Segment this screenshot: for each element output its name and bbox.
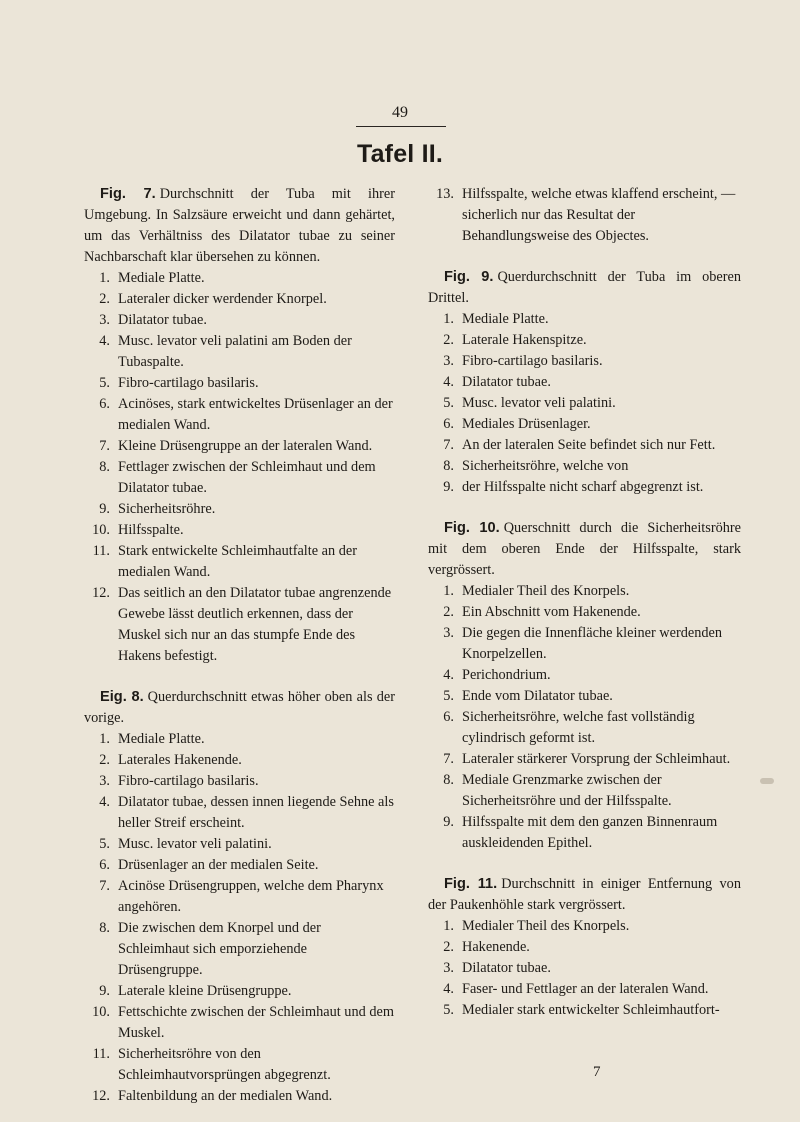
legend-item-number: 9. <box>443 814 454 830</box>
legend-item-text: Medialer stark entwickelter Schleimhautfort- <box>462 1002 720 1018</box>
legend-item <box>84 1044 395 1086</box>
legend-item <box>428 372 741 393</box>
legend-item <box>84 541 395 583</box>
legend-item-number: 11. <box>92 1046 110 1062</box>
legend-item-number: 7. <box>443 437 454 453</box>
legend-item-number: 2. <box>443 939 454 955</box>
legend-list <box>84 729 395 1107</box>
legend-item-text: Mediale Grenzmarke zwischen der Sicherheitsröhre und der Hilfsspalte. <box>462 772 672 809</box>
legend-item-text: Mediale Platte. <box>462 311 549 327</box>
legend-item <box>428 916 741 937</box>
plate-title: Tafel II. <box>356 140 444 168</box>
legend-item <box>428 749 741 770</box>
legend-item <box>84 855 395 876</box>
legend-item <box>84 876 395 918</box>
legend-item-number: 3. <box>99 312 110 328</box>
legend-item-text: Kleine Drüsengruppe an der lateralen Wand. <box>118 438 373 454</box>
figure-heading: Durchschnitt in einiger Entfernung von der Paukenhöhle stark vergrössert. <box>428 876 741 913</box>
legend-item-number: 1. <box>99 731 110 747</box>
figure-heading: Durchschnitt der Tuba mit ihrer Umgebung. In Salzsäure erweicht und dann gehärtet, um das Verhältniss des Dilatator tubae zu seiner Nachbarschaft klar übersehen zu können. <box>84 186 395 265</box>
legend-item-number: 8. <box>99 459 110 475</box>
legend-item-number: 2. <box>99 752 110 768</box>
legend-item-text: Lateraler dicker werdender Knorpel. <box>118 291 327 307</box>
legend-item-text: Die gegen die Innenfläche kleiner werdenden Knorpelzellen. <box>462 625 722 662</box>
left-column <box>84 184 395 1107</box>
legend-item-number: 1. <box>443 918 454 934</box>
legend-item-text: Perichondrium. <box>462 667 551 683</box>
legend-item <box>84 436 395 457</box>
legend-item <box>428 707 741 749</box>
legend-item-number: 1. <box>443 311 454 327</box>
signature-mark: 7 <box>593 1064 601 1080</box>
legend-list <box>428 309 741 498</box>
legend-item-text: Sicherheitsröhre, welche von <box>462 458 629 474</box>
legend-item-number: 6. <box>99 857 110 873</box>
legend-item-number: 8. <box>443 772 454 788</box>
legend-item-text: Fibro-cartilago basilaris. <box>118 773 259 789</box>
legend-item-text: Musc. levator veli palatini. <box>462 395 616 411</box>
legend-item-text: Dilatator tubae. <box>462 960 551 976</box>
legend-item-text: der Hilfsspalte nicht scharf abgegrenzt ist. <box>462 479 704 495</box>
legend-item-text: Medialer Theil des Knorpels. <box>462 918 630 934</box>
legend-item-number: 7. <box>99 878 110 894</box>
figure-label: Eig. 8. <box>100 689 144 705</box>
legend-item-text: Faser- und Fettlager an der lateralen Wand. <box>462 981 709 997</box>
legend-item-number: 9. <box>443 479 454 495</box>
legend-item-number: 2. <box>99 291 110 307</box>
legend-item <box>428 979 741 1000</box>
legend-item <box>84 1002 395 1044</box>
legend-item-text: Ende vom Dilatator tubae. <box>462 688 613 704</box>
legend-item-text: Drüsenlager an der medialen Seite. <box>118 857 319 873</box>
legend-item-number: 8. <box>99 920 110 936</box>
figure-section <box>84 184 395 667</box>
legend-item <box>84 729 395 750</box>
legend-item-number: 8. <box>443 458 454 474</box>
figure-section <box>84 687 395 1107</box>
legend-item <box>428 812 741 854</box>
legend-item <box>428 770 741 812</box>
legend-item-number: 4. <box>99 333 110 349</box>
legend-item <box>84 771 395 792</box>
legend-item <box>84 792 395 834</box>
legend-item-number: 4. <box>99 794 110 810</box>
legend-item-text: Fibro-cartilago basilaris. <box>462 353 603 369</box>
legend-item-number: 4. <box>443 981 454 997</box>
figure-label: Fig. 7. <box>100 186 156 202</box>
legend-item-number: 4. <box>443 667 454 683</box>
page-number-rule <box>356 126 446 127</box>
legend-item <box>84 583 395 667</box>
page-number: 49 <box>392 104 408 121</box>
legend-item-text: Sicherheitsröhre von den Schleimhautvorsprüngen abgegrenzt. <box>118 1046 331 1083</box>
legend-item-number: 5. <box>443 688 454 704</box>
legend-item <box>84 918 395 981</box>
legend-item <box>428 602 741 623</box>
legend-item-text: Hilfsspalte, welche etwas klaffend erscheint, — sicherlich nur das Resultat der Behandlungsweise des Objectes. <box>462 186 736 244</box>
legend-item-number: 12. <box>92 1088 110 1104</box>
legend-item <box>84 750 395 771</box>
legend-item-text: An der lateralen Seite befindet sich nur Fett. <box>462 437 716 453</box>
legend-item-text: Fibro-cartilago basilaris. <box>118 375 259 391</box>
legend-item <box>428 623 741 665</box>
legend-list <box>84 268 395 667</box>
legend-list <box>428 581 741 854</box>
legend-item-text: Laterales Hakenende. <box>118 752 242 768</box>
legend-item-text: Die zwischen dem Knorpel und der Schleimhaut sich emporziehende Drüsengruppe. <box>118 920 321 978</box>
figure-section <box>428 267 741 498</box>
legend-item-text: Musc. levator veli palatini. <box>118 836 272 852</box>
legend-item-number: 10. <box>92 1004 110 1020</box>
figure-label: Fig. 9. <box>444 269 494 285</box>
figure-heading: Querdurchschnitt der Tuba im oberen Drittel. <box>428 269 741 306</box>
legend-item-number: 9. <box>99 983 110 999</box>
legend-item <box>84 520 395 541</box>
legend-item-number: 3. <box>99 773 110 789</box>
legend-item-number: 7. <box>443 751 454 767</box>
legend-item-number: 6. <box>443 416 454 432</box>
figure-caption <box>428 267 741 309</box>
legend-item <box>428 686 741 707</box>
legend-item-number: 10. <box>92 522 110 538</box>
legend-item <box>84 289 395 310</box>
legend-item-number: 13. <box>436 186 454 202</box>
legend-item-number: 5. <box>99 836 110 852</box>
legend-item <box>428 184 741 247</box>
legend-item <box>428 665 741 686</box>
figure-section <box>428 518 741 854</box>
legend-item <box>84 457 395 499</box>
legend-item-text: Sicherheitsröhre, welche fast vollständig cylindrisch geformt ist. <box>462 709 695 746</box>
legend-item-number: 3. <box>443 960 454 976</box>
legend-item <box>84 268 395 289</box>
legend-item <box>84 834 395 855</box>
legend-item-number: 12. <box>92 585 110 601</box>
legend-item-number: 11. <box>92 543 110 559</box>
legend-item-number: 3. <box>443 625 454 641</box>
legend-item <box>84 981 395 1002</box>
legend-item <box>428 456 741 477</box>
legend-item-text: Fettlager zwischen der Schleimhaut und dem Dilatator tubae. <box>118 459 376 496</box>
legend-item <box>428 330 741 351</box>
legend-item-number: 2. <box>443 604 454 620</box>
legend-item-text: Hilfsspalte mit dem den ganzen Binnenraum auskleidenden Epithel. <box>462 814 718 851</box>
legend-item-text: Dilatator tubae. <box>118 312 207 328</box>
legend-item <box>84 394 395 436</box>
legend-item-text: Ein Abschnitt vom Hakenende. <box>462 604 641 620</box>
legend-item-text: Dilatator tubae. <box>462 374 551 390</box>
legend-item <box>428 351 741 372</box>
legend-item-text: Fettschichte zwischen der Schleimhaut und dem Muskel. <box>118 1004 394 1041</box>
figure-caption <box>428 874 741 916</box>
legend-item <box>428 309 741 330</box>
legend-item-number: 5. <box>443 1002 454 1018</box>
legend-item-text: Hilfsspalte. <box>118 522 184 538</box>
legend-item-text: Musc. levator veli palatini am Boden der Tubaspalte. <box>118 333 352 370</box>
legend-item <box>428 393 741 414</box>
figure-label: Fig. 11. <box>444 876 498 892</box>
legend-list <box>428 184 741 247</box>
legend-item-number: 9. <box>99 501 110 517</box>
right-column <box>428 184 741 1021</box>
legend-item <box>428 477 741 498</box>
legend-item-text: Dilatator tubae, dessen innen liegende Sehne als heller Streif erscheint. <box>118 794 394 831</box>
figure-section <box>428 874 741 1021</box>
legend-item-number: 6. <box>99 396 110 412</box>
legend-item-number: 2. <box>443 332 454 348</box>
legend-item-text: Mediale Platte. <box>118 270 205 286</box>
legend-item-text: Laterale Hakenspitze. <box>462 332 587 348</box>
legend-item-text: Acinöse Drüsengruppen, welche dem Pharynx angehören. <box>118 878 384 915</box>
legend-item-number: 6. <box>443 709 454 725</box>
figure-caption <box>84 687 395 729</box>
legend-item <box>428 937 741 958</box>
legend-item-text: Lateraler stärkerer Vorsprung der Schleimhaut. <box>462 751 731 767</box>
legend-item <box>84 1086 395 1107</box>
legend-item-number: 1. <box>443 583 454 599</box>
legend-item <box>84 373 395 394</box>
legend-item-text: Hakenende. <box>462 939 530 955</box>
figure-section <box>428 184 741 247</box>
figure-caption <box>84 184 395 268</box>
legend-item-text: Medialer Theil des Knorpels. <box>462 583 630 599</box>
legend-item-number: 5. <box>99 375 110 391</box>
figure-heading: Querdurchschnitt etwas höher oben als der vorige. <box>84 689 395 726</box>
legend-item <box>428 581 741 602</box>
legend-item <box>428 435 741 456</box>
legend-item-text: Stark entwickelte Schleimhautfalte an der medialen Wand. <box>118 543 357 580</box>
legend-item-text: Laterale kleine Drüsengruppe. <box>118 983 292 999</box>
legend-item-text: Mediales Drüsenlager. <box>462 416 591 432</box>
legend-item-number: 1. <box>99 270 110 286</box>
legend-item <box>428 414 741 435</box>
legend-item <box>428 958 741 979</box>
legend-item-number: 7. <box>99 438 110 454</box>
legend-item <box>84 499 395 520</box>
legend-item <box>84 331 395 373</box>
legend-list <box>428 916 741 1021</box>
legend-item-number: 4. <box>443 374 454 390</box>
legend-item-text: Sicherheitsröhre. <box>118 501 216 517</box>
legend-item-text: Faltenbildung an der medialen Wand. <box>118 1088 333 1104</box>
paper-stain <box>760 778 774 784</box>
legend-item <box>428 1000 741 1021</box>
legend-item-text: Das seitlich an den Dilatator tubae angrenzende Gewebe lässt deutlich erkennen, dass der Muskel sich nur an das stumpfe Ende des Hakens befestigt. <box>118 585 392 664</box>
legend-item <box>84 310 395 331</box>
legend-item-number: 3. <box>443 353 454 369</box>
figure-heading: Querschnitt durch die Sicherheitsröhre mit dem oberen Ende der Hilfsspalte, stark vergrössert. <box>428 520 742 578</box>
legend-item-number: 5. <box>443 395 454 411</box>
figure-caption <box>428 518 741 581</box>
legend-item-text: Mediale Platte. <box>118 731 205 747</box>
legend-item-text: Acinöses, stark entwickeltes Drüsenlager an der medialen Wand. <box>118 396 393 433</box>
figure-label: Fig. 10. <box>444 520 500 536</box>
